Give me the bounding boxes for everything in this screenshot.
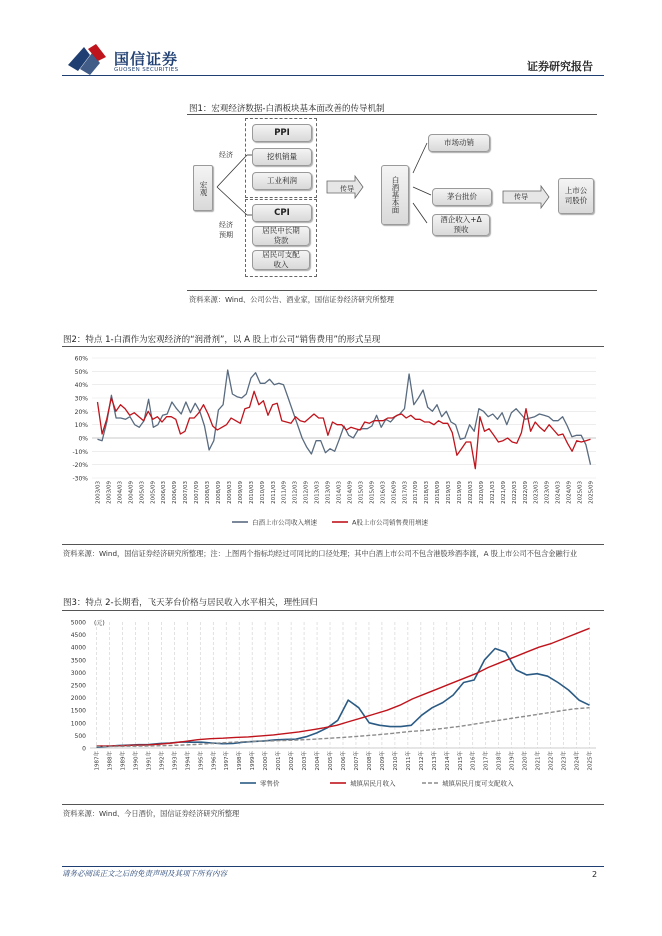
y-tick-label: 4000 xyxy=(70,644,86,652)
x-tick-label: 2018/03 xyxy=(424,481,431,504)
x-tick-label: 2018/09 xyxy=(435,481,442,504)
x-tick-label: 1992年 xyxy=(159,751,166,771)
x-tick-label: 2007年 xyxy=(353,751,360,771)
x-tick-label: 2012/03 xyxy=(292,481,299,504)
figure1-bottom-rule xyxy=(187,290,597,291)
x-tick-label: 1994年 xyxy=(185,751,192,771)
x-tick-label: 2005/03 xyxy=(139,481,146,504)
y-tick-label: -30% xyxy=(72,475,88,483)
x-tick-label: 2006/09 xyxy=(172,481,179,504)
moutai-price-box: 茅台批价 xyxy=(432,188,492,206)
legend-label-2: 城镇居民月收入 xyxy=(350,779,396,788)
x-tick-label: 2024年 xyxy=(574,751,581,771)
legend-label-1: 零售价 xyxy=(260,779,280,788)
x-tick-label: 2017年 xyxy=(483,751,490,771)
x-tick-label: 2014/03 xyxy=(336,481,343,504)
figure3-bottom-rule xyxy=(62,804,604,805)
y-tick-label: 0% xyxy=(78,435,88,443)
y-tick-label: 20% xyxy=(74,408,88,416)
legend-label-1: 白酒上市公司收入增速 xyxy=(252,518,317,527)
cpi-box: CPI xyxy=(252,204,312,222)
figure1-source: 资料来源：Wind、公司公告、酒业家，国信证券经济研究所整理 xyxy=(189,295,394,304)
x-tick-label: 2014年 xyxy=(444,751,451,771)
x-tick-label: 1988年 xyxy=(107,751,114,771)
x-tick-label: 2019/03 xyxy=(446,481,453,504)
x-tick-label: 2010/03 xyxy=(248,481,255,504)
y-tick-label: 2500 xyxy=(70,682,86,690)
x-tick-label: 2013/03 xyxy=(314,481,321,504)
y-tick-label: 50% xyxy=(74,368,88,376)
x-tick-label: 2013年 xyxy=(431,751,438,771)
x-tick-label: 2008/09 xyxy=(216,481,222,504)
footer-disclaimer: 请务必阅读正文之后的免责声明及其项下所有内容 xyxy=(62,869,227,878)
x-tick-label: 1987年 xyxy=(94,751,101,771)
legend-label-3: 城镇居民月度可支配收入 xyxy=(442,779,514,788)
x-tick-label: 2021/09 xyxy=(500,481,507,504)
figure3-chart xyxy=(62,612,604,800)
x-tick-label: 2002年 xyxy=(289,751,296,771)
footer-rule xyxy=(62,866,604,867)
y-tick-label: 60% xyxy=(74,355,88,363)
x-tick-label: 2022/03 xyxy=(511,481,518,504)
report-type: 证券研究报告 xyxy=(527,60,593,73)
x-tick-label: 1997年 xyxy=(224,751,231,771)
figure2-chart xyxy=(62,348,604,540)
x-tick-label: 2012/09 xyxy=(303,481,310,504)
x-tick-label: 2025/03 xyxy=(577,481,584,504)
x-tick-label: 2016年 xyxy=(470,751,477,771)
x-tick-label: 2001年 xyxy=(276,751,283,771)
x-tick-label: 2007/03 xyxy=(183,481,190,504)
baijiu-box: 白酒基本面 xyxy=(381,165,409,225)
header-rule xyxy=(62,75,604,76)
ppi-box: PPI xyxy=(252,124,312,142)
revenue-box: 酒企收入+Δ预收 xyxy=(432,214,490,236)
x-tick-label: 1998年 xyxy=(237,751,244,771)
x-tick-label: 2003年 xyxy=(302,751,309,771)
sales-box: 市场动销 xyxy=(428,134,490,152)
x-tick-label: 2019/09 xyxy=(457,481,464,504)
x-tick-label: 2004年 xyxy=(315,751,322,771)
x-tick-label: 2019年 xyxy=(509,751,516,771)
y-tick-label: 3000 xyxy=(70,669,86,677)
expect-label: 经济预期 xyxy=(219,221,233,239)
x-tick-label: 2020/09 xyxy=(478,481,485,504)
figure2-source: 资料来源：Wind，国信证券经济研究所整理；注：上图两个指标均经过可同比的口径处理；其中白酒上市公司不包含港股珍酒李渡，A 股上市公司不包含金融行业 xyxy=(63,549,578,558)
y-tick-label: 2000 xyxy=(70,695,86,703)
excavator-box: 挖机销量 xyxy=(252,148,312,166)
figure2-bottom-rule xyxy=(62,544,604,545)
y-tick-label: -20% xyxy=(72,462,88,470)
x-tick-label: 2025/09 xyxy=(588,481,595,504)
y-tick-label: 40% xyxy=(74,382,88,390)
x-tick-label: 2003/03 xyxy=(95,481,102,504)
x-tick-label: 2018年 xyxy=(496,751,503,771)
x-tick-label: 2007/09 xyxy=(194,481,201,504)
x-tick-label: 1990年 xyxy=(133,751,140,771)
y-tick-label: 5000 xyxy=(70,619,86,627)
x-tick-label: 2015年 xyxy=(457,751,464,771)
x-tick-label: 2023/03 xyxy=(533,481,540,504)
y-tick-label: 10% xyxy=(74,422,88,430)
x-tick-label: 2017/03 xyxy=(402,481,409,504)
figure3-source: 资料来源：Wind、今日酒价，国信证券经济研究所整理 xyxy=(63,809,240,818)
x-tick-label: 2003/09 xyxy=(106,481,113,504)
x-tick-label: 2024/09 xyxy=(566,481,573,504)
unit-label: (元) xyxy=(94,620,105,627)
x-tick-label: 1996年 xyxy=(211,751,218,771)
x-tick-label: 2008年 xyxy=(366,751,373,771)
figure1-title: 图1：宏观经济数据-白酒板块基本面改善的传导机制 xyxy=(189,104,385,114)
income-box: 居民可支配收入 xyxy=(252,250,310,270)
x-tick-label: 2006年 xyxy=(341,751,347,771)
x-tick-label: 2022/09 xyxy=(522,481,529,504)
x-tick-label: 2020年 xyxy=(522,751,529,771)
x-tick-label: 2005年 xyxy=(328,751,335,771)
x-tick-label: 2009/09 xyxy=(237,481,244,504)
y-tick-label: 1000 xyxy=(70,720,86,728)
x-tick-label: 1995年 xyxy=(198,751,205,771)
x-tick-label: 2011年 xyxy=(405,751,412,771)
x-tick-label: 2005/09 xyxy=(150,481,157,504)
x-tick-label: 2011/09 xyxy=(281,481,288,504)
x-tick-label: 2009/03 xyxy=(226,481,233,504)
y-tick-label: 500 xyxy=(74,732,86,740)
economy-label: 经济 xyxy=(219,151,233,159)
x-tick-label: 2004/03 xyxy=(117,481,124,504)
macro-box: 宏观 xyxy=(193,165,213,211)
x-tick-label: 2011/03 xyxy=(270,481,277,504)
legend-label-2: A股上市公司销售费用增速 xyxy=(352,518,428,527)
x-tick-label: 2015/09 xyxy=(369,481,376,504)
conduct1-label: 传导 xyxy=(340,185,354,193)
y-tick-label: 3500 xyxy=(70,657,86,665)
y-tick-label: 0 xyxy=(82,745,86,753)
x-tick-label: 2000年 xyxy=(263,751,270,771)
figure2-title: 图2：特点 1-白酒作为宏观经济的“润滑剂”，以 A 股上市公司“销售费用”的形式呈现 xyxy=(63,335,381,345)
y-tick-label: 30% xyxy=(74,395,88,403)
x-tick-label: 2021/03 xyxy=(489,481,496,504)
x-tick-label: 2010/09 xyxy=(259,481,266,504)
x-tick-label: 2017/09 xyxy=(413,481,420,504)
brand-name-en: GUOSEN SECURITIES xyxy=(114,67,179,73)
x-tick-label: 1993年 xyxy=(172,751,179,771)
y-tick-label: 4500 xyxy=(70,632,86,640)
x-tick-label: 2006/03 xyxy=(161,481,168,504)
guosen-logo xyxy=(66,43,110,75)
figure2-top-rule xyxy=(62,346,604,347)
x-tick-label: 2016/03 xyxy=(380,481,387,504)
x-tick-label: 2021年 xyxy=(535,751,542,771)
x-tick-label: 2004/09 xyxy=(128,481,135,504)
figure3-title: 图3：特点 2-长期看，飞天茅台价格与居民收入水平相关，理性回归 xyxy=(63,598,318,608)
x-tick-label: 1999年 xyxy=(250,751,257,771)
page-number: 2 xyxy=(592,870,598,879)
x-tick-label: 2024/03 xyxy=(555,481,562,504)
x-tick-label: 2008/03 xyxy=(205,481,212,504)
x-tick-label: 2014/09 xyxy=(347,481,354,504)
industrial-profit-box: 工业利润 xyxy=(252,172,312,190)
x-tick-label: 2016/09 xyxy=(391,481,398,504)
x-tick-label: 1989年 xyxy=(120,751,127,771)
mortgage-box: 居民中长期贷款 xyxy=(252,226,310,246)
figure3-top-rule xyxy=(62,610,604,611)
x-tick-label: 2020/03 xyxy=(468,481,474,504)
y-tick-label: 1500 xyxy=(70,707,86,715)
x-tick-label: 2013/09 xyxy=(325,481,332,504)
conduct2-label: 传导 xyxy=(514,193,528,201)
x-tick-label: 2015/03 xyxy=(358,481,365,504)
stock-price-box: 上市公司股价 xyxy=(558,178,594,214)
x-tick-label: 1991年 xyxy=(146,751,153,771)
x-tick-label: 2009年 xyxy=(379,751,386,771)
x-tick-label: 2012年 xyxy=(418,751,425,771)
x-tick-label: 2010年 xyxy=(392,751,399,771)
y-tick-label: -10% xyxy=(72,448,88,456)
x-tick-label: 2023/09 xyxy=(544,481,551,504)
x-tick-label: 2025年 xyxy=(587,751,594,771)
x-tick-label: 2022年 xyxy=(548,751,555,771)
x-tick-label: 2023年 xyxy=(561,751,568,771)
brand-name-cn: 国信证券 xyxy=(114,50,179,68)
